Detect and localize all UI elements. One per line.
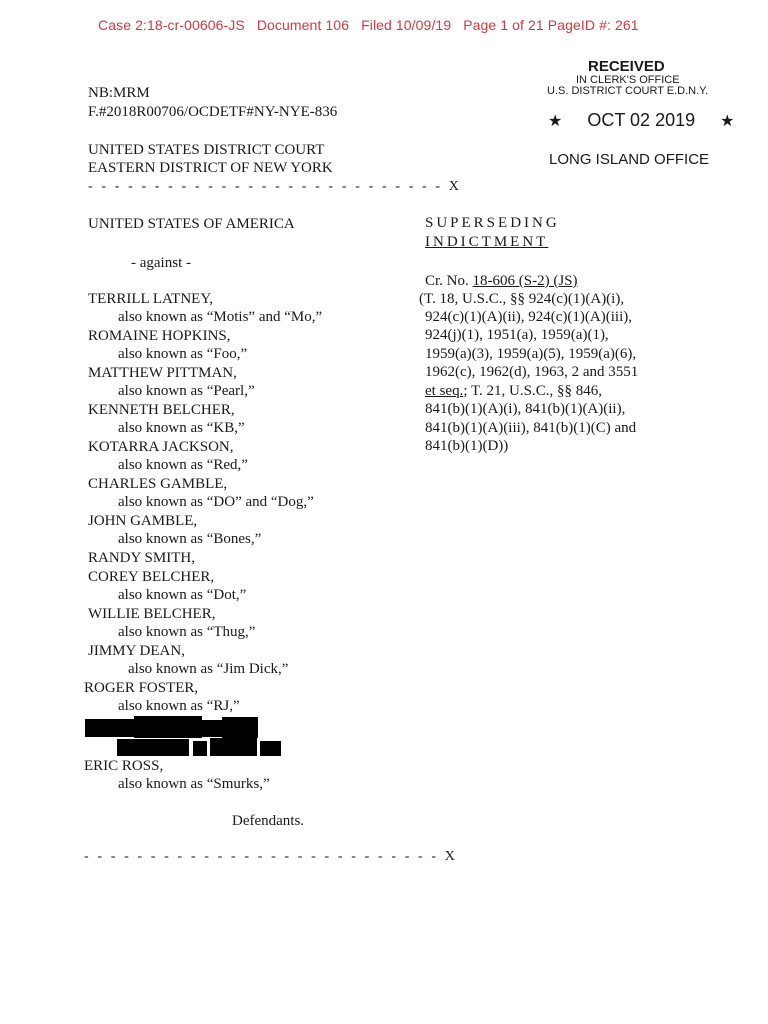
citation-line-6: [425, 382, 602, 400]
defendant-name: COREY BELCHER,: [88, 569, 215, 585]
case-number: [425, 272, 578, 290]
defendant-name: KENNETH BELCHER,: [88, 402, 235, 418]
stamp-received: RECEIVED: [588, 58, 665, 75]
case-number-value: 18-606 (S-2) (JS): [472, 273, 578, 289]
defendant-alias: also known as “Foo,”: [118, 346, 248, 362]
document-number: Document 106: [256, 17, 350, 33]
defendant-name: ROGER FOSTER,: [84, 680, 199, 696]
defendant-alias: also known as “RJ,”: [118, 698, 240, 714]
title-indictment: INDICTMENT: [425, 234, 549, 250]
court-name-line1: UNITED STATES DISTRICT COURT: [88, 142, 325, 158]
defendant-alias: also known as “Motis” and “Mo,”: [118, 309, 323, 325]
stamp-year: 2019: [655, 110, 696, 130]
against-label: - against -: [131, 255, 191, 271]
defendant-alias: also known as “DO” and “Dog,”: [118, 494, 314, 510]
redaction-block: [260, 741, 281, 756]
defendant-alias: also known as “Dot,”: [118, 587, 247, 603]
citation-line-9: 841(b)(1)(D)): [425, 438, 509, 454]
citation-line-1: (T. 18, U.S.C., §§ 924(c)(1)(A)(i),: [419, 291, 625, 307]
redaction-block: [117, 739, 189, 756]
redaction-block: [134, 716, 202, 738]
stamp-date: [548, 110, 735, 131]
defendant-alias: also known as “KB,”: [118, 420, 245, 436]
attorney-initials: NB:MRM: [88, 85, 150, 101]
redaction-block: [222, 717, 258, 738]
star-icon: ★: [548, 113, 563, 130]
title-superseding: SUPERSEDING: [425, 215, 560, 231]
court-name-line2: EASTERN DISTRICT OF NEW YORK: [88, 160, 333, 176]
citation-et-seq: et seq.: [425, 383, 464, 399]
defendant-name: ERIC ROSS,: [84, 758, 164, 774]
stamp-office: LONG ISLAND OFFICE: [549, 151, 710, 168]
defendant-name: MATTHEW PITTMAN,: [88, 365, 237, 381]
defendant-alias: also known as “Smurks,”: [118, 776, 270, 792]
citation-line-7: 841(b)(1)(A)(i), 841(b)(1)(A)(ii),: [425, 401, 626, 417]
file-number: F.#2018R00706/OCDETF#NY-NYE-836: [88, 104, 338, 120]
page-info: Page 1 of 21 PageID #: 261: [463, 17, 639, 33]
defendant-name: CHARLES GAMBLE,: [88, 476, 228, 492]
defendant-alias: also known as “Thug,”: [118, 624, 256, 640]
caption-divider-bottom: - - - - - - - - - - - - - - - - - - - - - - - - - - - X: [84, 849, 458, 864]
filed-date: Filed 10/09/19: [361, 17, 452, 33]
stamp-month: OCT: [587, 110, 626, 130]
star-icon: ★: [720, 113, 735, 130]
defendants-label: Defendants.: [232, 813, 305, 829]
citation-line-2: 924(c)(1)(A)(ii), 924(c)(1)(A)(iii),: [425, 309, 632, 325]
case-number-header: Case 2:18-cr-00606-JS: [98, 17, 245, 33]
redaction-block: [85, 719, 135, 737]
defendant-name: TERRILL LATNEY,: [88, 291, 213, 307]
redaction-block: [210, 738, 257, 756]
citation-line-5: 1962(c), 1962(d), 1963, 2 and 3551: [425, 364, 639, 380]
filing-header: [98, 17, 639, 33]
citation-line-3: 924(j)(1), 1951(a), 1959(a)(1),: [425, 327, 609, 343]
citation-line-4: 1959(a)(3), 1959(a)(5), 1959(a)(6),: [425, 346, 637, 362]
stamp-court: U.S. DISTRICT COURT E.D.N.Y.: [547, 85, 709, 97]
stamp-day: 02: [630, 110, 651, 130]
defendant-name: JIMMY DEAN,: [88, 643, 185, 659]
defendant-name: JOHN GAMBLE,: [88, 513, 198, 529]
defendant-name: WILLIE BELCHER,: [88, 606, 216, 622]
defendant-alias: also known as “Pearl,”: [118, 383, 255, 399]
redaction-block: [193, 741, 207, 756]
defendant-alias: also known as “Jim Dick,”: [128, 661, 289, 677]
plaintiff-name: UNITED STATES OF AMERICA: [88, 216, 295, 232]
case-number-prefix: Cr. No.: [425, 273, 469, 289]
defendant-name: RANDY SMITH,: [88, 550, 195, 566]
defendant-alias: also known as “Bones,”: [118, 531, 262, 547]
defendant-name: ROMAINE HOPKINS,: [88, 328, 231, 344]
stamp-clerk-office: IN CLERK'S OFFICE: [576, 74, 680, 86]
citation-title-21: ; T. 21, U.S.C., §§ 846,: [463, 383, 602, 399]
caption-divider-top: - - - - - - - - - - - - - - - - - - - - - - - - - - - X: [88, 179, 462, 194]
defendant-alias: also known as “Red,”: [118, 457, 248, 473]
defendant-name: KOTARRA JACKSON,: [88, 439, 234, 455]
redaction-block: [201, 720, 223, 737]
citation-line-8: 841(b)(1)(A)(iii), 841(b)(1)(C) and: [425, 420, 637, 436]
